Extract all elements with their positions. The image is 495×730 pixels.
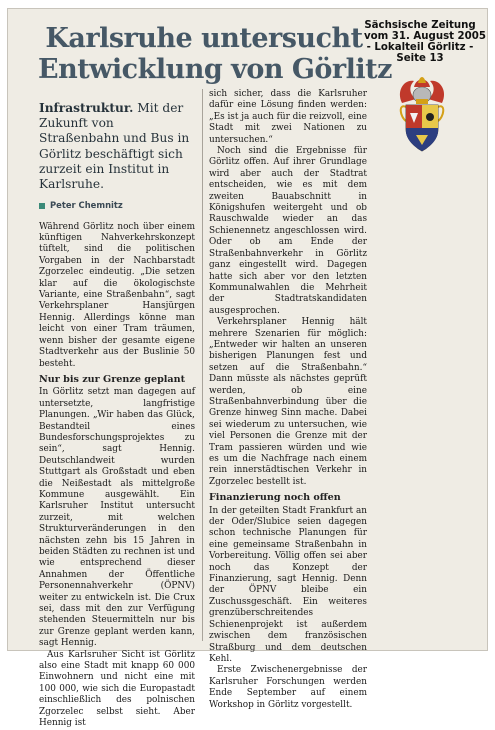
right-paragraph-2: Noch sind die Ergebnisse für Görlitz offen. Auf ihrer Grundlage wird aber auch der Stadtrat entscheiden, wie es mit dem zweiten Bauabschnitt in Königshufen weitergeht und ob Rauschwalde wieder an das Schienennetz angeschlossen wird. Oder ob am Ende der Straßenbahnverkehr in Görlitz ganz eingestellt wird. Dagegen hatte sich aber vor den letzten Kommunalwahlen die Mehrheit der Stadtratskandidaten ausgesprochen. [209,146,367,316]
right-paragraph-5: Erste Zwischenergebnisse der Karlsruher Forschungen werden Ende September auf einem Workshop in Görlitz vorgestellt. [209,665,367,710]
right-paragraph-3: Verkehrsplaner Hennig hält mehrere Szenarien für möglich: „Entweder wir halten an unseren bisherigen Planungen fest und setzen auf die Straßenbahn.“ Dann müsste als nächstes geprüft werden, ob eine Straßenbahnverbindung über die Grenze hinweg Sinn mache. Dabei sei wiederum zu untersuchen, wie viel Personen die Grenze mit der Tram passieren würden und wie es um die Nachfrage nach einem rein innerstädtischen Verkehr in Zgorzelec bestellt ist. [209,317,367,487]
subhead-border-planning: Nur bis zur Grenze geplant [39,373,186,385]
left-column [39,101,195,730]
author-name: Peter Chemnitz [50,200,123,211]
coat-of-arms-icon [394,73,450,159]
lead-kicker: Infrastruktur. [39,101,134,115]
source-note-line-1: Sächsische Zeitung [364,20,476,31]
lead-text: Mit der Zukunft von Straßenbahn und Bus in Görlitz beschäftigt sich zurzeit ein Institut in Karlsruhe. [39,101,190,192]
headline [38,23,392,85]
right-paragraph-4: In der geteilten Stadt Frankfurt an der Oder/Slubice seien dagegen schon technische Planungen für eine gemeinsame Straßenbahn in Vorbereitung. Völlig offen sei aber noch das Konzept der Finanzierung, sagt Hennig. Denn der ÖPNV bleibe ein Zuschussgeschäft. Ein weiteres grenzüberschreitendes Schienenprojekt ist außerdem zwischen dem französischen Straßburg und dem deutschen Kehl. [209,505,367,664]
source-note-line-2: vom 31. August 2005 [364,31,486,42]
left-paragraph-2: In Görlitz setzt man dagegen auf untersetzte, langfristige Planungen. „Wir haben das Glück, Bestandteil eines Bundesforschungsprojektes zu sein“, sagt Hennig. Deutschlandweit wurden Stuttgart als Großstadt und eben die Neißestadt als mittelgroße Kommune ausgewählt. Ein Karlsruher Institut untersucht zurzeit, mit welchen Strukturveränderungen in den nächsten zehn bis 15 Jahren in beiden Städten zu rechnen ist und wie entsprechend dieser Annahmen der Öffentliche Personennahverkehr (ÖPNV) weiter zu entwickeln ist. Die Crux sei, dass mit den zur Verfügung stehenden Steuermitteln nur bis zur Grenze geplant werden kann, sagt Hennig. [39,387,195,649]
coat-of-arms-graphic [394,73,450,159]
source-note-line-3: - Lokalteil Görlitz - [366,42,474,53]
left-paragraph-3: Aus Karlsruher Sicht ist Görlitz also eine Stadt mit knapp 60 000 Einwohnern und nicht eine mit 100 000, wie sich die Europastadt einschließlich des polnischen Zgorzelec selbst sieht. Aber Hennig ist [39,649,195,729]
column-divider [202,89,203,641]
headline-line-2: Entwicklung von Görlitz [38,54,392,85]
headline-line-1: Karlsruhe untersucht [45,23,363,54]
left-paragraph-1: Während Görlitz noch über einem künftigen Nahverkehrskonzept tüftelt, sind die politischen Vorgaben in der Nachbarstadt Zgorzelec eindeutig. „Die setzen klar auf die ökologischste Variante, eine Straßenbahn“, sagt Verkehrsplaner Hansjürgen Hennig. Allerdings könne man leicht von einer Tram träumen, wenn bisher der gesamte eigene Stadtverkehr aus der Buslinie 50 besteht. [39,221,195,369]
subhead-financing: Finanzierung noch offen [209,492,341,504]
author-line [39,200,195,211]
author-marker-icon [39,203,45,209]
right-paragraph-1: sich sicher, dass die Karlsruher dafür eine Lösung finden werden: „Es ist ja auch für die reizvoll, eine Stadt mit zwei Nationen zu untersuchen.“ [209,89,368,145]
source-note-line-4: Seite 13 [396,53,444,64]
right-column [209,89,367,711]
source-note [364,20,486,64]
lead-paragraph [39,101,195,192]
